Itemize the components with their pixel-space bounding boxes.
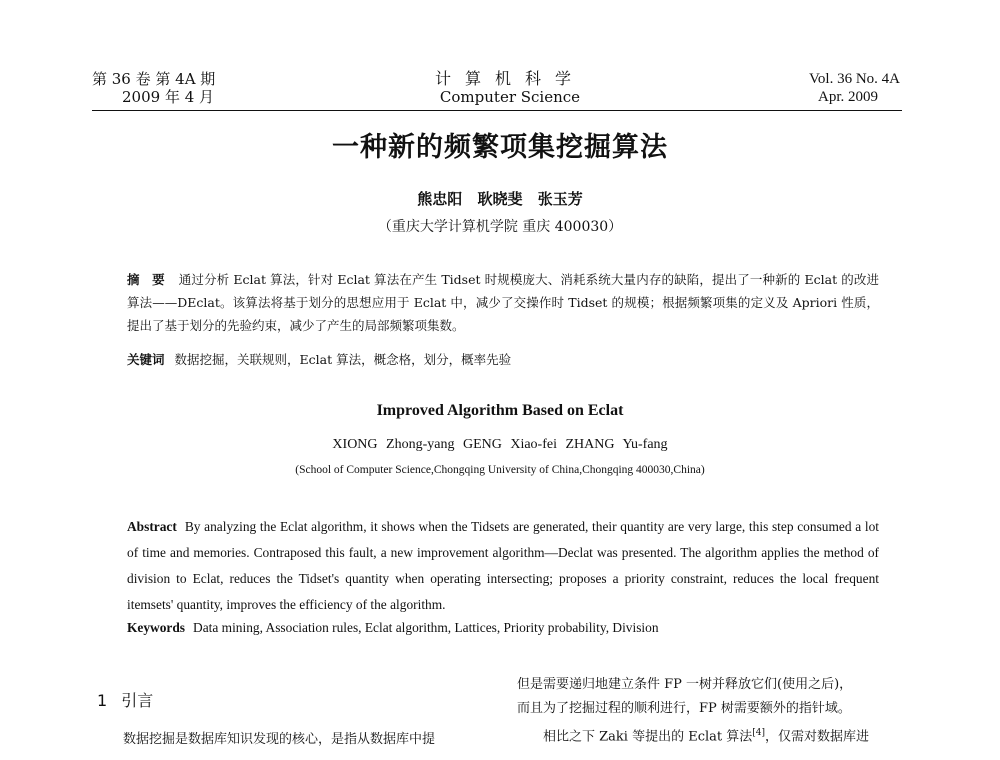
journal-volume-info-en	[720, 70, 900, 106]
paper-affiliation-en: (School of Computer Science,Chongqing University of China,Chongqing 400030,China)	[295, 464, 705, 476]
body-right-column	[517, 673, 912, 749]
body-text: 相比之下 Zaki 等提出的 Eclat 算法	[543, 729, 753, 745]
publication-date-cn: 2009 年 4 月	[122, 88, 215, 106]
paper-title: 一种新的频繁项集挖掘算法	[332, 132, 668, 163]
journal-name	[400, 70, 620, 106]
journal-name-en: Computer Science	[439, 88, 581, 106]
abstract-en-label: Abstract	[127, 519, 177, 534]
volume-issue: 第 36 卷 第 4A 期	[92, 70, 216, 88]
body-paragraph: 数据挖掘是数据库知识发现的核心，是指从数据库中提	[123, 732, 436, 747]
publication-date-en: Apr. 2009	[818, 89, 878, 105]
keywords-cn-text: 数据挖掘，关联规则，Eclat 算法，概念格，划分，概率先验	[174, 352, 512, 367]
section-number: 1	[97, 691, 108, 710]
paper-authors: 熊忠阳 耿晓斐 张玉芳	[417, 190, 583, 208]
keywords-en-label: Keywords	[127, 620, 186, 635]
paper-title-en: Improved Algorithm Based on Eclat	[376, 402, 624, 419]
section-title: 引言	[121, 691, 154, 710]
keywords-en	[127, 620, 879, 636]
paper-affiliation: （重庆大学计算机学院 重庆 400030）	[377, 219, 623, 235]
keywords-cn	[127, 350, 879, 368]
journal-name-cn: 计算机科学	[434, 69, 585, 88]
body-left-column	[97, 728, 490, 752]
body-line	[517, 721, 912, 749]
abstract-cn-text: 通过分析 Eclat 算法，针对 Eclat 算法在产生 Tidset 时规模庞大、消耗系统大量内存的缺陷，提出了一种新的 Eclat 的改进算法——DEclat。该算法将基于划分的思想应用于 Eclat 中，减少了交操作时 Tidset 的规模；根据频繁项集的定义及 Apriori 性质，提出了基于划分的先验约束，减少了产生的局部频繁项集数。	[127, 272, 879, 333]
keywords-en-text: Data mining, Association rules, Eclat algorithm, Lattices, Priority probability, Division	[193, 620, 659, 635]
header-divider	[92, 110, 902, 111]
paper-authors-en: XIONG Zhong-yang GENG Xiao-fei ZHANG Yu-fang	[332, 437, 668, 452]
section-heading	[97, 688, 153, 711]
journal-volume-info	[92, 70, 215, 106]
citation-ref[interactable]: [4]	[752, 728, 766, 738]
volume-issue-en: Vol. 36 No. 4A	[809, 71, 900, 87]
body-line: 而且为了挖掘过程的顺利进行，FP 树需要额外的指针域。	[517, 701, 851, 716]
abstract-cn-label: 摘 要	[127, 272, 169, 287]
body-line: 但是需要递归地建立条件 FP 一树并释放它们(使用之后)，	[517, 677, 853, 692]
body-text: ，仅需对数据库进	[765, 729, 870, 745]
abstract-en	[127, 514, 879, 618]
abstract-en-text: By analyzing the Eclat algorithm, it shows when the Tidsets are generated, their quantity are very large, this step consumed a lot of time and memories. Contraposed this fault, a new improvement algorithm—Declat was presented. The algorithm applies the method of division to Eclat, reduces the Tidset's quantity when operating intersecting; proposes a priority constraint, reduces the local frequent itemsets' quantity, improves the efficiency of the algorithm.	[127, 519, 879, 612]
abstract-cn	[127, 268, 879, 337]
keywords-cn-label: 关键词	[127, 352, 165, 367]
